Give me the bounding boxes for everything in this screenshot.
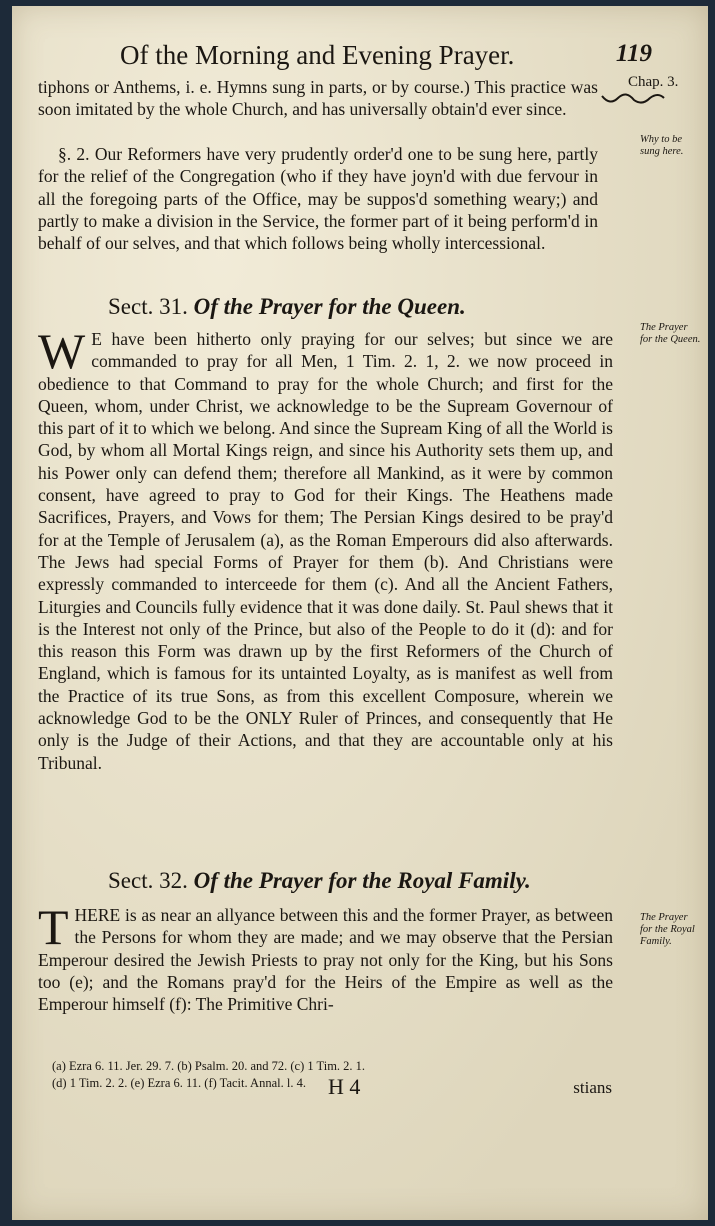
- catchword: stians: [573, 1078, 612, 1097]
- section-31-title: Of the Prayer for the Queen.: [193, 294, 466, 319]
- signature-mark: H 4: [328, 1074, 361, 1099]
- book-page: [12, 6, 708, 1220]
- running-title: Of the Morning and Evening Prayer.: [120, 40, 515, 70]
- section-31-heading: [108, 294, 466, 320]
- flourish-ornament: [598, 92, 668, 106]
- paragraph-reformers: §. 2. Our Reformers have very prudently order'd one to be sung here, partly for the relief of the Congregation (who if they have joyn'd with due fervour in all the foregoing parts of the Office, may be suppos'd something weary;) and partly to make a division in the Service, the former part of it being perform'd in behalf of our selves, and that which follows being wholly intercessional.: [38, 144, 598, 254]
- text-block-queen: [38, 323, 613, 774]
- footnote-line-1: (a) Ezra 6. 11. Jer. 29. 7. (b) Psalm. 20. and 72. (c) 1 Tim. 2. 1.: [52, 1059, 366, 1073]
- margin-why-sung: Why to be sung here.: [640, 134, 684, 157]
- paragraph-antiphons: tiphons or Anthems, i. e. Hymns sung in parts, or by course.) This practice was soon imitated by the whole Church, and has universally obtain'd ever since.: [38, 77, 598, 120]
- margin-prayer-royal: The Prayer for the Royal Family.: [640, 912, 695, 947]
- margin-chapter: Chap. 3.: [628, 74, 679, 90]
- section-32-title: Of the Prayer for the Royal Family.: [193, 868, 531, 893]
- page-number: 119: [615, 40, 652, 67]
- paragraph-royal-family: HERE is as near an allyance between this and the former Prayer, as between the Persons for whom they are made; and we may observe that the Persian Emperour desired the Jewish Priests to pray not only for the King, but his Sons too (e); and the Romans pray'd for the Heirs of the Empire as well as the Emperour himself (f): The Primitive Chri-: [38, 905, 613, 1015]
- running-head: [12, 36, 708, 76]
- margin-prayer-queen: The Prayer for the Queen.: [640, 322, 701, 345]
- footnote-line-2: (d) 1 Tim. 2. 2. (e) Ezra 6. 11. (f) Tacit. Annal. l. 4.: [52, 1076, 306, 1090]
- text-block-royal-family: [38, 899, 613, 1015]
- dropcap-t: T: [38, 899, 69, 955]
- paragraph-queen: E have been hitherto only praying for our selves; but since we are commanded to pray for all Men, 1 Tim. 2. 1, 2. we now proceed in obedience to that Command to pray for the whole Church; and first for the Queen, whom, under Christ, we acknowledge to be the Supream Governour of this part of it to which we belong. And since the Supream King of all the World is God, by whom all Mortal Kings reign, and since his Authority sets them up, and his Power only can defend them; therefore all Mankind, as it were by common consent, have agreed to pray to God for their Kings. The Heathens made Sacrifices, Prayers, and Vows for them; The Persian Kings desired to be pray'd for at the Temple of Jerusalem (a), as the Roman Emperours did also afterwards. The Jews had special Forms of Prayer for them (b). And Christians were expressly commanded to interceede for them (c). And all the Ancient Fathers, Liturgies and Councils fully evidence that it was done daily. St. Paul shews that it is the Interest not only of the Prince, but also of the People to do it (d): and for this reason this Form was drawn up by the first Reformers of the Church of England, which is famous for its untainted Loyalty, as is manifest as well from the Practice of its true Sons, as from this excellent Composure, wherein we acknowledge God to be the ONLY Ruler of Princes, and consequently that He only is the Judge of their Actions, and that they are accountable only at his Tribunal.: [38, 329, 613, 773]
- section-32-heading: [108, 868, 531, 894]
- text-block-reformers: [38, 143, 598, 254]
- dropcap-w: W: [38, 323, 86, 379]
- text-block-antiphons: [38, 76, 598, 121]
- section-31-number: Sect. 31.: [108, 294, 188, 319]
- section-32-number: Sect. 32.: [108, 868, 188, 893]
